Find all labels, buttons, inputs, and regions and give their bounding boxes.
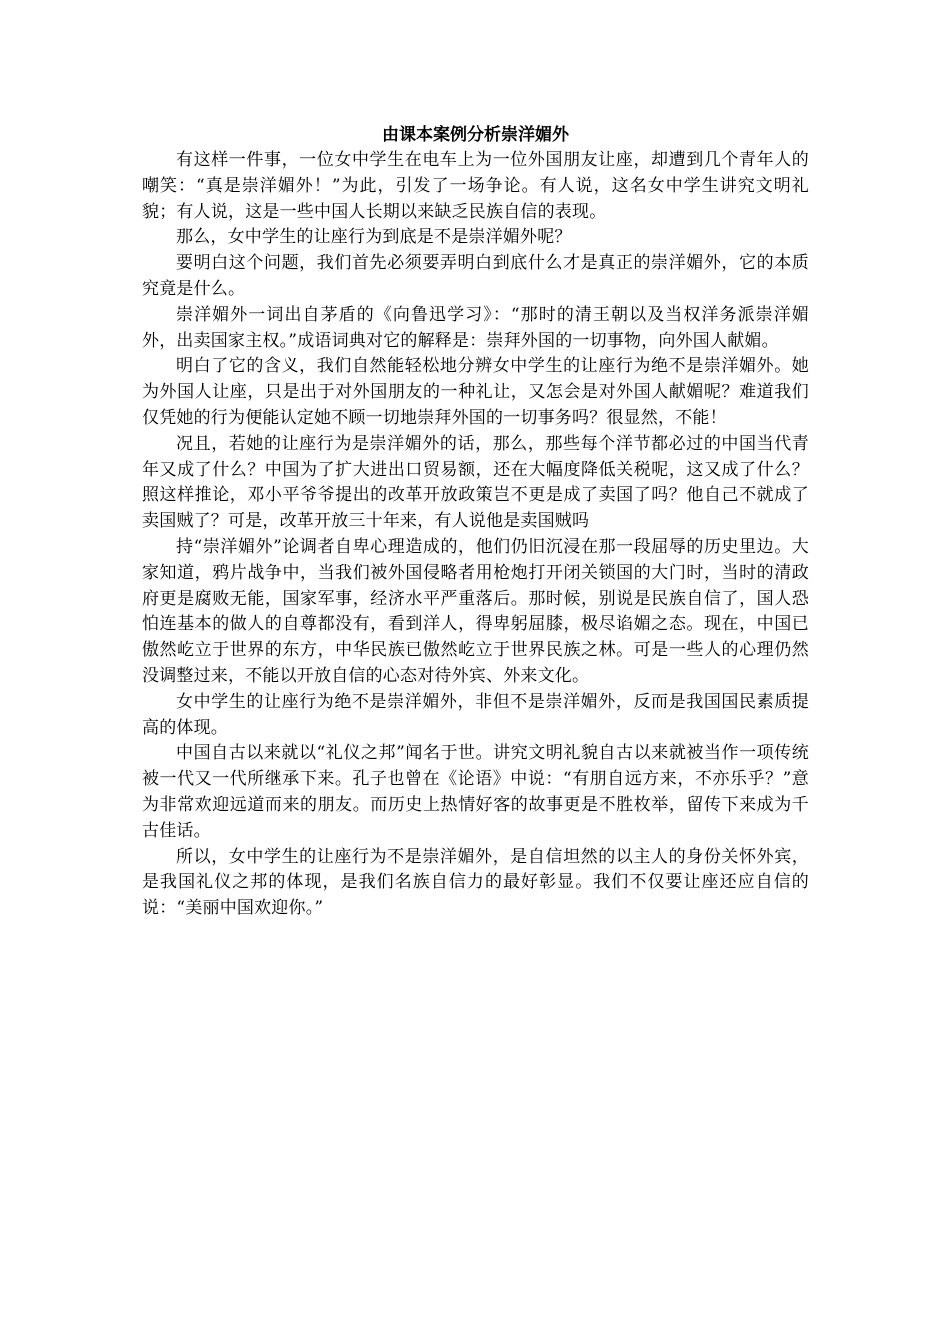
paragraph-5: 明白了它的含义，我们自然能轻松地分辨女中学生的让座行为绝不是崇洋媚外。她为外国人让座，只是出于对外国朋友的一种礼让，又怎会是对外国人献媚呢？难道我们仅凭她的行为便能认定她不顾一切地崇拜外国的一切事务吗？很显然，不能！ xyxy=(142,356,809,428)
paragraph-8: 女中学生的让座行为绝不是崇洋媚外，非但不是崇洋媚外，反而是我国国民素质提高的体现。 xyxy=(142,691,809,738)
document-body xyxy=(142,122,809,922)
paragraph-10: 所以，女中学生的让座行为不是崇洋媚外，是自信坦然的以主人的身份关怀外宾，是我国礼仪之邦的体现，是我们名族自信力的最好彰显。我们不仅要让座还应自信的说：“美丽中国欢迎你。” xyxy=(142,846,809,919)
paragraph-6: 况且，若她的让座行为是崇洋媚外的话，那么，那些每个洋节都必过的中国当代青年又成了什么？中国为了扩大进出口贸易额，还在大幅度降低关税呢，这又成了什么？照这样推论，邓小平爷爷提出的改革开放政策岂不更是成了卖国了吗？他自己不就成了卖国贼了？可是，改革开放三十年来，有人说他是卖国贼吗 xyxy=(142,433,809,532)
document-title: 由课本案例分析崇洋媚外 xyxy=(382,125,569,145)
paragraph-3: 要明白这个问题，我们首先必须要弄明白到底什么才是真正的崇洋媚外，它的本质究竟是什么。 xyxy=(142,253,809,299)
paragraph-1: 有这样一件事，一位女中学生在电车上为一位外国朋友让座，却遭到几个青年人的嘲笑：“真是崇洋媚外！”为此，引发了一场争论。有人说，这名女中学生讲究文明礼貌；有人说，这是一些中国人长期以来缺乏民族自信的表现。 xyxy=(142,150,809,222)
paragraph-4: 崇洋媚外一词出自茅盾的《向鲁迅学习》：“那时的清王朝以及当权洋务派崇洋媚外，出卖国家主权。”成语词典对它的解释是：崇拜外国的一切事物，向外国人献媚。 xyxy=(142,304,809,351)
paragraph-2: 那么，女中学生的让座行为到底是不是崇洋媚外呢？ xyxy=(176,227,572,248)
paragraph-9: 中国自古以来就以“礼仪之邦”闻名于世。讲究文明礼貌自古以来就被当作一项传统被一代又一代所继承下来。孔子也曾在《论语》中说：“有朋自远方来，不亦乐乎？”意为非常欢迎远道而来的朋友。而历史上热情好客的故事更是不胜枚举，留传下来成为千古佳话。 xyxy=(142,743,809,841)
paragraph-7: 持“崇洋媚外”论调者自卑心理造成的，他们仍旧沉浸在那一段屈辱的历史里边。大家知道，鸦片战争中，当我们被外国侵略者用枪炮打开闭关锁国的大门时，当时的清政府更是腐败无能，国家军事，经济水平严重落后。那时候，别说是民族自信了，国人恐怕连基本的做人的自尊都没有，看到洋人，得卑躬屈膝，极尽谄媚之态。现在，中国已傲然屹立于世界的东方，中华民族已傲然屹立于世界民族之林。可是一些人的心理仍然没调整过来，不能以开放自信的心态对待外宾、外来文化。 xyxy=(142,536,809,686)
